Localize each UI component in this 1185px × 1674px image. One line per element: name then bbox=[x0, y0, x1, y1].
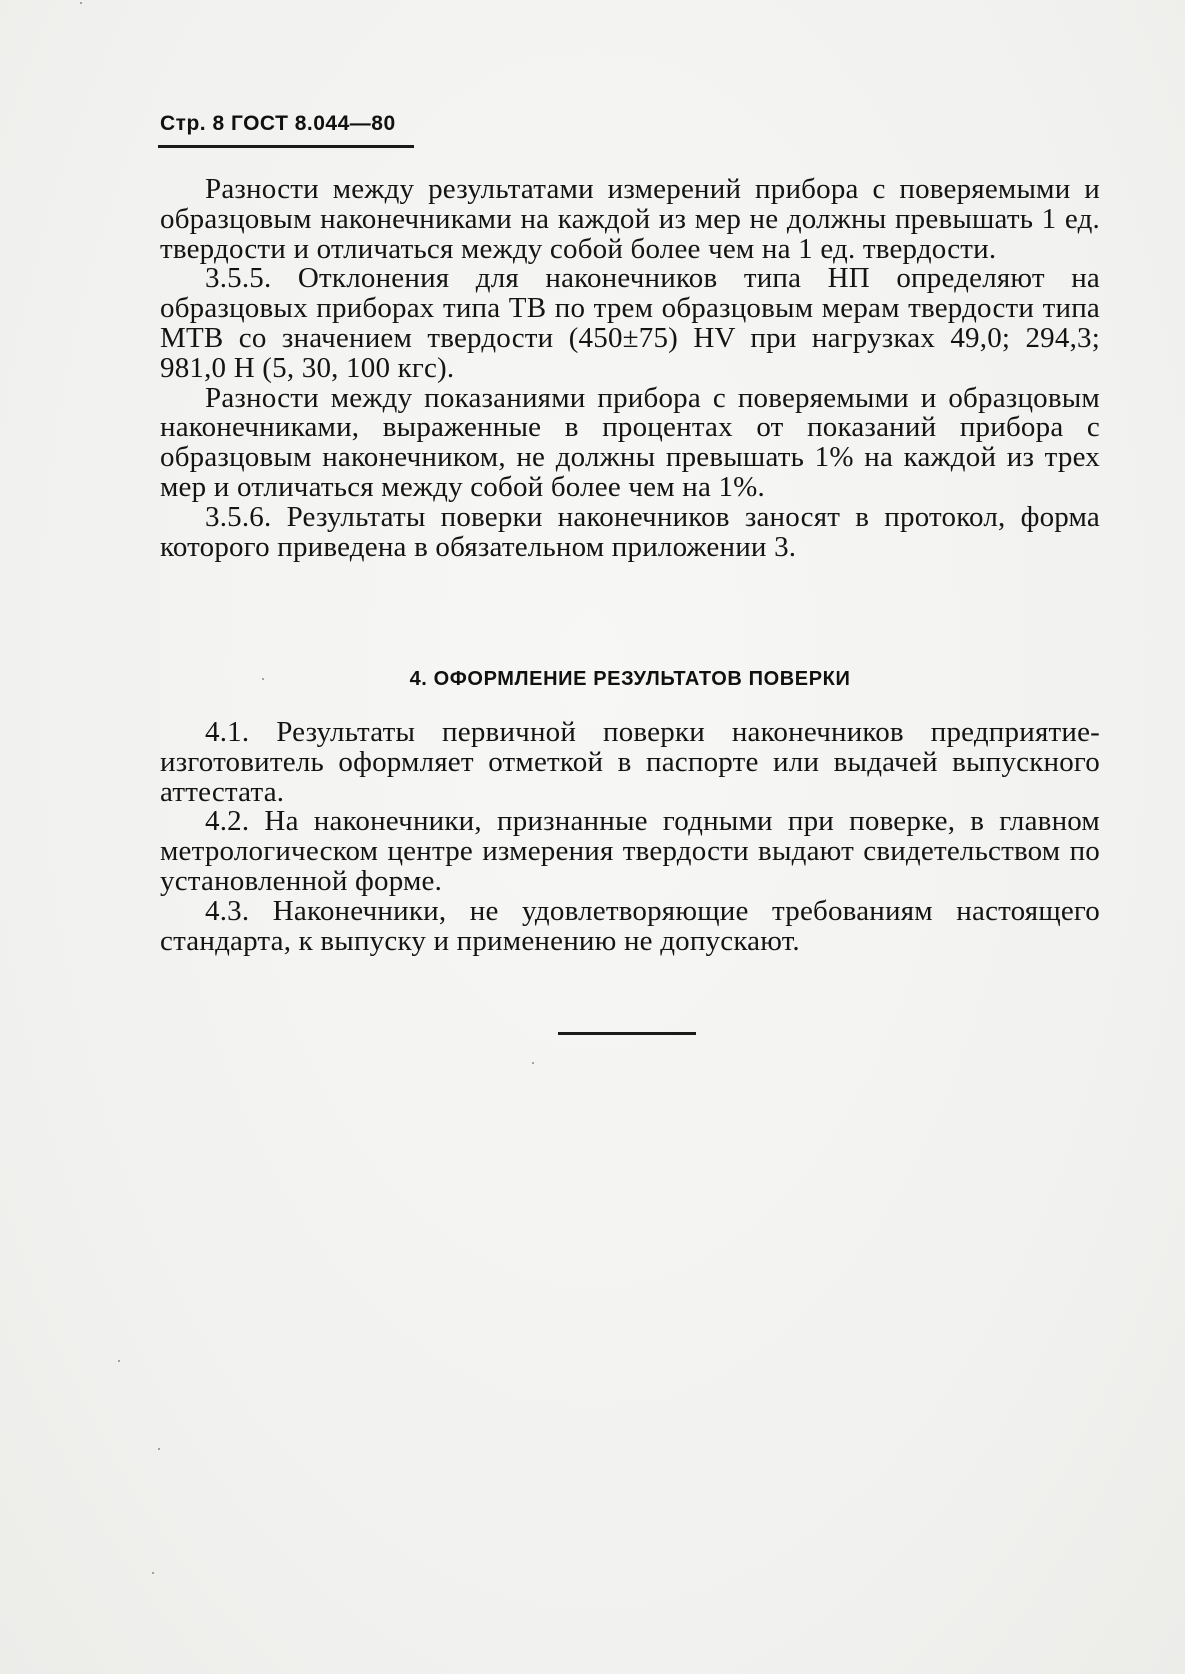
paragraph-3-5-5-differences: Разности между показаниями прибора с поверяемыми и образцовым наконечниками, выраженные в процентах от показаний прибора с образцовым наконечником, не должны превышать 1% на каждой из трех мер и отличаться между собой более чем на 1%. bbox=[160, 381, 1100, 503]
running-head: Стр. 8 ГОСТ 8.044—80 bbox=[160, 112, 396, 135]
paragraph-3-5-4-continued: Разности между результатами измерений прибора с поверяемыми и образцовым наконечниками на каждой из мер не должны превышать 1 ед. твердости и отличаться между собой более чем на 1 ед. твердости. bbox=[160, 173, 1100, 265]
scan-speck bbox=[532, 1062, 534, 1064]
scan-speck bbox=[118, 1360, 120, 1362]
text-block-section-4 bbox=[160, 718, 1100, 956]
scan-speck bbox=[152, 1572, 154, 1574]
paragraph-4-2: 4.2. На наконечники, признанные годными при поверке, в главном метрологическом центре измерения твердости выдают свидетельством по установленной форме. bbox=[160, 805, 1100, 897]
scan-speck bbox=[158, 1448, 160, 1450]
paragraph-3-5-6: 3.5.6. Результаты поверки наконечников заносят в протокол, форма которого приведена в обязательном приложении 3. bbox=[160, 500, 1100, 563]
scan-speck bbox=[80, 2, 82, 4]
paragraph-3-5-5: 3.5.5. Отклонения для наконечников типа НП определяют на образцовых приборах типа ТВ по трем образцовым мерам твердости типа МТВ со значением твердости (450±75) HV при нагрузках 49,0; 294,3; 981,0 Н (5, 30, 100 кгс). bbox=[160, 262, 1100, 384]
text-block-3-5 bbox=[160, 175, 1100, 562]
end-of-document-rule bbox=[558, 1032, 696, 1035]
section-4-title: 4. ОФОРМЛЕНИЕ РЕЗУЛЬТАТОВ ПОВЕРКИ bbox=[409, 668, 851, 690]
header-rule bbox=[158, 145, 414, 148]
paragraph-4-3: 4.3. Наконечники, не удовлетворяющие требованиям настоящего стандарта, к выпуску и применению не допускают. bbox=[160, 894, 1100, 957]
paragraph-4-1: 4.1. Результаты первичной поверки наконечников предприятие-изготовитель оформляет отметкой в паспорте или выдачей выпускного аттестата. bbox=[160, 716, 1100, 808]
scan-speck bbox=[262, 678, 264, 680]
